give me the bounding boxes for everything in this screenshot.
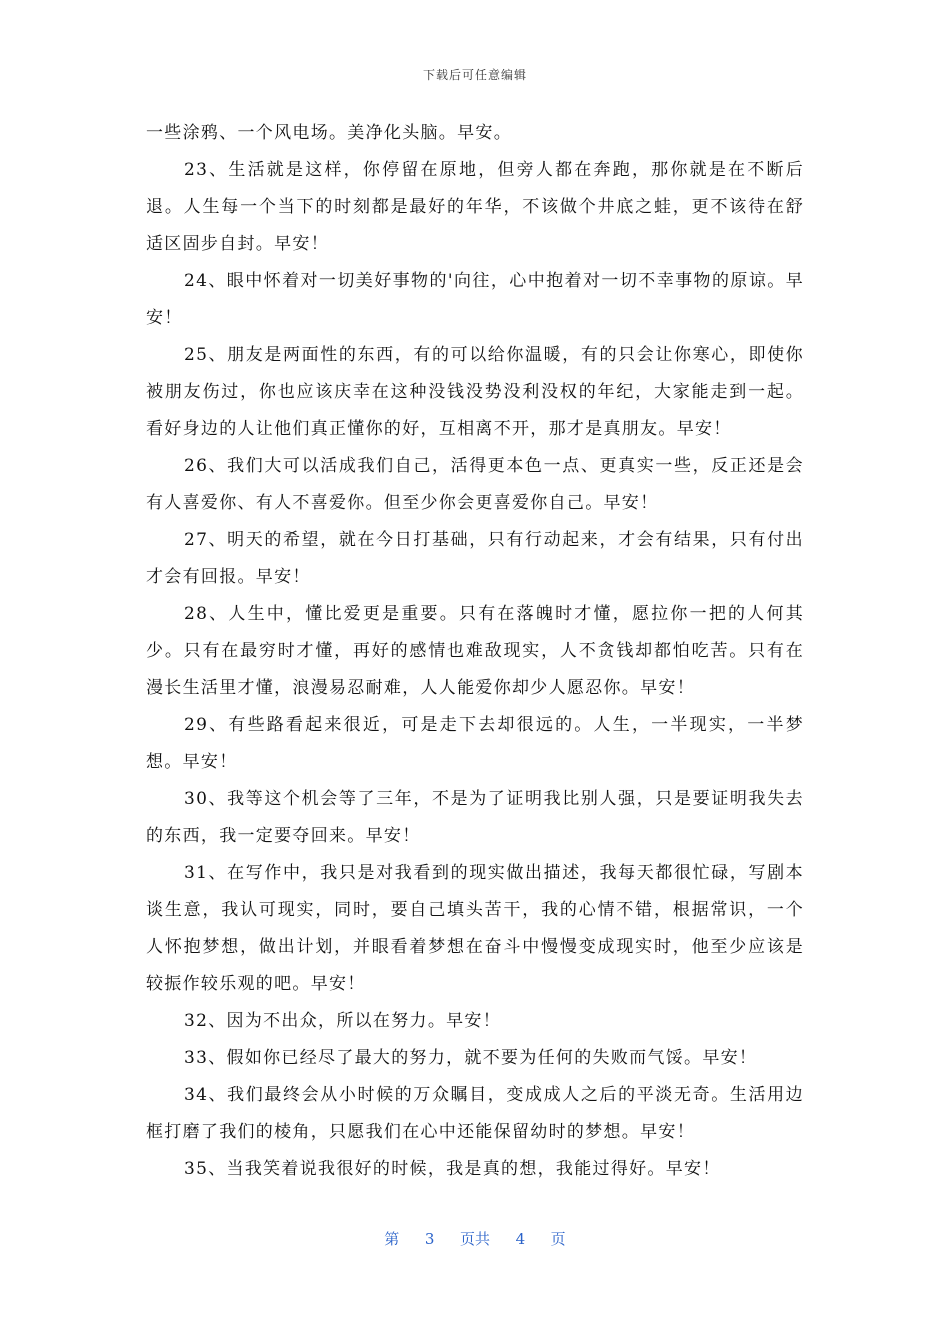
paragraph: 25、朋友是两面性的东西，有的可以给你温暖，有的只会让你寒心，即使你被朋友伤过，你也应该庆幸在这种没钱没势没利没权的年纪，大家能走到一起。看好身边的人让他们真正懂你的好，互相离不开，那才是真朋友。早安！ — [146, 345, 804, 439]
paragraph: 34、我们最终会从小时候的万众瞩目，变成成人之后的平淡无奇。生活用边框打磨了我们的棱角，只愿我们在心中还能保留幼时的梦想。早安！ — [146, 1085, 804, 1142]
paragraph: 29、有些路看起来很近，可是走下去却很远的。人生，一半现实，一半梦想。早安！ — [146, 715, 804, 772]
paragraph: 一些涂鸦、一个风电场。美净化头脑。早安。 — [146, 123, 512, 143]
footer-suffix: 页 — [550, 1230, 566, 1248]
paragraph: 27、明天的希望，就在今日打基础，只有行动起来，才会有结果，只有付出才会有回报。早安！ — [146, 530, 804, 587]
footer-page-number: 3 — [424, 1230, 435, 1248]
paragraph: 26、我们大可以活成我们自己，活得更本色一点、更真实一些，反正还是会有人喜爱你、有人不喜爱你。但至少你会更喜爱你自己。早安！ — [146, 456, 804, 513]
paragraph: 30、我等这个机会等了三年，不是为了证明我比别人强，只是要证明我失去的东西，我一定要夺回来。早安！ — [146, 789, 804, 846]
paragraph: 31、在写作中，我只是对我看到的现实做出描述，我每天都很忙碌，写剧本谈生意，我认可现实，同时，要自己填头苦干，我的心情不错，根据常识，一个人怀抱梦想，做出计划，并眼看着梦想在奋斗中慢慢变成现实时，他至少应该是较振作较乐观的吧。早安！ — [146, 863, 804, 994]
paragraph: 23、生活就是这样，你停留在原地，但旁人都在奔跑，那你就是在不断后退。人生每一个当下的时刻都是最好的年华，不该做个井底之蛙，更不该待在舒适区固步自封。早安！ — [146, 160, 804, 254]
document-body — [146, 115, 804, 1188]
paragraph: 28、人生中，懂比爱更是重要。只有在落魄时才懂，愿拉你一把的人何其少。只有在最穷时才懂，再好的感情也难敌现实，人不贪钱却都怕吃苦。只有在漫长生活里才懂，浪漫易忍耐难，人人能爱你却少人愿忍你。早安！ — [146, 604, 804, 698]
footer-total-pages: 4 — [515, 1230, 526, 1248]
paragraph: 32、因为不出众，所以在努力。早安！ — [184, 1011, 502, 1031]
paragraph: 24、眼中怀着对一切美好事物的'向往，心中抱着对一切不幸事物的原谅。早安！ — [146, 271, 804, 328]
footer-prefix: 第 — [384, 1230, 400, 1248]
footer-middle: 页共 — [459, 1230, 490, 1248]
paragraph: 35、当我笑着说我很好的时候，我是真的想，我能过得好。早安！ — [184, 1159, 721, 1179]
paragraph: 33、假如你已经尽了最大的努力，就不要为任何的失败而气馁。早安！ — [184, 1048, 758, 1068]
page-footer — [0, 1228, 950, 1249]
page-header: 下载后可任意编辑 — [422, 68, 527, 82]
